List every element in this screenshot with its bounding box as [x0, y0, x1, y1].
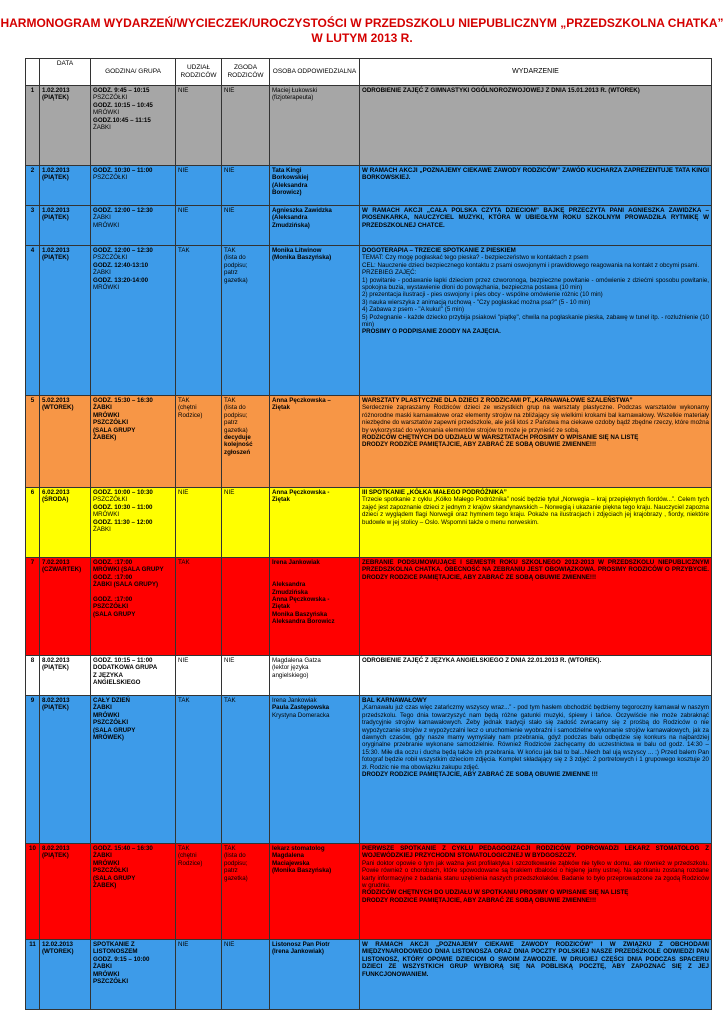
responsible-cell-line: Monika Litwinow: [272, 247, 322, 254]
consent-cell-line: NIE: [224, 167, 235, 174]
event-cell-line: RODZICÓW CHĘTNYCH DO UDZIAŁU W SPOTKANIU PROSIMY O WPISANIE SIĘ NA LISTĘ: [362, 889, 629, 897]
event-cell-line: WARSZTATY PLASTYCZNE DLA DZIECI Z RODZICAMI PT.„KARNAWAŁOWE SZALEŃSTWA”: [362, 397, 633, 404]
parents-cell-line: Rodzice): [178, 859, 203, 867]
time-group-cell-line: (SALA GRUPY: [93, 426, 136, 434]
event-cell-line: RODZICÓW CHĘTNYCH DO UDZIAŁU W WARSZTATACH PROSIMY O WPISANIE SIĘ NA LISTĘ: [362, 434, 639, 442]
date-cell: [40, 558, 91, 656]
parents-cell: [176, 206, 222, 246]
row-number: 6: [26, 488, 40, 558]
row-number: 1: [26, 86, 40, 166]
time-group-cell-line: GODZ. 10:00 – 10:30: [93, 489, 153, 496]
table-row: [26, 206, 712, 246]
responsible-cell-line: (Monika Baszyńska): [272, 254, 332, 262]
event-cell-line: ODROBIENIE ZAJĘĆ Z GIMNASTYKI OGÓLNOROZWOJOWEJ Z DNIA 15.01.2013 R. (WTOREK): [362, 87, 640, 94]
table-row: [26, 844, 712, 940]
event-cell: [360, 696, 712, 844]
time-group-cell-line: MRÓWKI: [93, 221, 120, 229]
consent-cell-line: TAK: [224, 247, 236, 254]
time-group-cell-line: PSZCZÓŁKI: [93, 719, 129, 727]
row-number: 9: [26, 696, 40, 844]
time-group-cell-line: PSZCZÓŁKI: [93, 496, 128, 504]
header-parents: UDZIAŁ RODZICÓW: [176, 59, 222, 86]
responsible-cell: [270, 844, 360, 940]
time-group-cell: [91, 696, 176, 844]
responsible-cell-line: Anna Pęczkowska -: [272, 489, 330, 496]
row-number: 3: [26, 206, 40, 246]
responsible-cell-line: Magdalena: [272, 852, 304, 860]
consent-cell-line: gazetka): [224, 874, 248, 882]
consent-cell-line: NIE: [224, 941, 235, 948]
date-cell-line: 5.02.2013: [42, 397, 70, 404]
event-cell-line: 4) Zabawa z psem - "A kuku!" (5 min): [362, 306, 465, 314]
document-title: [0, 16, 724, 46]
responsible-cell: [270, 206, 360, 246]
date-cell: [40, 166, 91, 206]
table-row: [26, 696, 712, 844]
time-group-cell-line: GODZ. 15:40 – 16:30: [93, 845, 153, 852]
time-group-cell-line: MRÓWKI (SALA GRUPY: [93, 566, 164, 574]
responsible-cell-line: (lektor języka: [272, 664, 309, 672]
consent-cell: [222, 488, 270, 558]
responsible-cell-line: Ziętak: [272, 603, 290, 611]
parents-cell-line: NIE: [178, 167, 189, 174]
time-group-cell-line: PSZCZÓŁKI: [93, 419, 129, 427]
time-group-cell-line: GODZ. 13:20-14:00: [93, 276, 149, 284]
time-group-cell-line: GODZ. 12:00 – 12:30: [93, 247, 153, 254]
time-group-cell-line: (SALA GRUPY: [93, 874, 136, 882]
event-cell-line: BAL KARNAWAŁOWY: [362, 697, 427, 704]
date-cell-line: 8.02.2013: [42, 845, 70, 852]
consent-cell-line: decyduje: [224, 434, 251, 442]
time-group-cell-line: ŻABKI: [93, 269, 111, 277]
event-cell-line: DOGOTERAPIA – TRZECIE SPOTKANIE Z PIESKIEM: [362, 247, 516, 254]
date-cell-line: 8.02.2013: [42, 697, 70, 704]
time-group-cell-line: GODZ. :17:00: [93, 596, 133, 604]
time-group-cell-line: GODZ. 15:30 – 16:30: [93, 397, 153, 404]
time-group-cell-line: GODZ. :17:00: [93, 573, 133, 581]
event-cell-line: Trzecie spotkanie z cyklu „Kółko Małego Podróżnika” nosić będzie tytuł „Norwegia – kraj przepięknych fiordów...”. Celem tych zajęć jest zapoznanie dzieci z jednym z krajów skandynawskich – Norwegią i ukazanie piękna tego kraju. Nauczyciel zapozna dzieci z wyglądem flagi Norwegii oraz hymnem tego kraju. Pokaże na ilustracjach i zdjęciach jej krajobrazy , fiordy, niektóre budowle w jej stolicy – Oslo. Wspomni także o menu norweskim.: [362, 496, 709, 526]
title-line-2: W LUTYM 2013 R.: [311, 31, 413, 45]
consent-cell-line: NIE: [224, 207, 235, 214]
parents-cell-line: NIE: [178, 657, 189, 664]
consent-cell-line: gazetka): [224, 276, 248, 284]
date-cell: [40, 656, 91, 696]
time-group-cell: [91, 86, 176, 166]
header-consent: ZGODA RODZICÓW: [222, 59, 270, 86]
responsible-cell-line: (Irena Jankowiak): [272, 948, 324, 956]
event-cell: [360, 246, 712, 396]
parents-cell-line: TAK: [178, 559, 190, 566]
event-cell: [360, 488, 712, 558]
consent-cell: [222, 844, 270, 940]
time-group-cell-line: GODZ. 11:30 – 12:00: [93, 518, 153, 526]
header-date: DATA: [40, 59, 91, 86]
time-group-cell: [91, 246, 176, 396]
time-group-cell-line: (SALA GRUPY: [93, 726, 136, 734]
date-cell-line: (PIĄTEK): [42, 94, 69, 102]
date-cell-line: 1.02.2013: [42, 207, 70, 214]
responsible-cell-line: Aleksandra: [272, 581, 306, 589]
row-number: 5: [26, 396, 40, 488]
responsible-cell: [270, 488, 360, 558]
date-cell-line: (ŚRODA): [42, 496, 69, 504]
date-cell: [40, 396, 91, 488]
responsible-cell: [270, 396, 360, 488]
date-cell: [40, 940, 91, 1010]
parents-cell-line: NIE: [178, 207, 189, 214]
time-group-cell: [91, 844, 176, 940]
event-cell-line: PIERWSZE SPOTKANIE Z CYKLU PEDAGOGIZACJI RODZICÓW POPROWADZI LEKARZ STOMATOLOG Z WOJEWÓDZKIEJ PRZYCHODNI STOMATOLOGICZNEJ W BYDGOSZCZY.: [362, 845, 709, 860]
event-cell-line: DRODZY RODZICE PAMIĘTAJCIE, ABY ZABRAĆ ZE SOBĄ OBUWIE ZMIENNE!!!: [362, 896, 597, 904]
header-event: WYDARZENIE: [360, 59, 712, 86]
responsible-cell-line: Monika Baszyńska: [272, 610, 328, 618]
table-row: [26, 396, 712, 488]
responsible-cell: [270, 86, 360, 166]
consent-cell-line: patrz: [224, 867, 238, 875]
consent-cell: [222, 206, 270, 246]
responsible-cell-line: (Aleksandra: [272, 181, 308, 189]
consent-cell-line: TAK: [224, 845, 236, 852]
responsible-cell-line: Borowicz): [272, 189, 302, 197]
event-cell: [360, 844, 712, 940]
parents-cell: [176, 166, 222, 206]
responsible-cell-line: Ziętak: [272, 404, 290, 412]
header-row: [26, 59, 712, 86]
time-group-cell-line: GODZ. 9:45 – 10:15: [93, 87, 150, 94]
consent-cell: [222, 656, 270, 696]
parents-cell-line: NIE: [178, 489, 189, 496]
time-group-cell-line: ŻABEK): [93, 882, 117, 890]
time-group-cell-line: MRÓWKI: [93, 711, 120, 719]
time-group-cell-line: ŻABKI (SALA GRUPY): [93, 581, 159, 589]
event-cell: [360, 166, 712, 206]
event-cell: [360, 396, 712, 488]
row-number: 8: [26, 656, 40, 696]
responsible-cell-line: Zmudzińska: [272, 588, 308, 596]
responsible-cell-line: [272, 566, 357, 573]
parents-cell-line: (chętni: [178, 404, 197, 412]
responsible-cell-line: Irena Jankowiak: [272, 559, 320, 566]
responsible-cell-line: Paula Zastępowska: [272, 704, 330, 712]
responsible-cell: [270, 558, 360, 656]
time-group-cell-line: ŻABKI: [93, 852, 112, 860]
date-cell-line: 6.02.2013: [42, 489, 70, 496]
consent-cell: [222, 940, 270, 1010]
consent-cell: [222, 396, 270, 488]
time-group-cell: [91, 396, 176, 488]
responsible-cell-line: (Aleksandra: [272, 214, 308, 222]
event-cell-line: W RAMACH AKCJI „POZNAJEMY CIEKAWE ZAWODY RODZICÓW” ZAWÓD KUCHARZA ZAPREZENTUJE TATA KINGI BORKOWSKIEJ.: [362, 167, 709, 182]
time-group-cell-line: ŻABKI: [93, 214, 111, 222]
parents-cell-line: TAK: [178, 397, 190, 404]
event-cell-line: 1) powitanie - podawanie łapki dzieciom przez czworonoga, bezpieczne powitanie - omówienie z dziećmi sposobu powitanie, spokojna buzia, wystawienie dłoni do powąchania, bezpieczna postawa (10 min): [362, 276, 709, 292]
table-row: [26, 558, 712, 656]
responsible-cell-line: Aleksandra Borowicz: [272, 618, 335, 626]
parents-cell-line: Rodzice): [178, 411, 203, 419]
header-num: [26, 59, 40, 86]
responsible-cell-line: (fizjoterapeuta): [272, 94, 314, 102]
parents-cell-line: NIE: [178, 941, 189, 948]
time-group-cell-line: MRÓWKI: [93, 284, 120, 292]
table-row: [26, 166, 712, 206]
consent-cell-line: TAK: [224, 697, 236, 704]
date-cell-line: (PIĄTEK): [42, 214, 69, 222]
consent-cell-line: podpisu;: [224, 261, 248, 269]
responsible-cell-line: Anna Pęczkowska –: [272, 397, 331, 404]
responsible-cell: [270, 696, 360, 844]
responsible-cell-line: Anna Pęczkowska -: [272, 596, 330, 604]
event-cell-line: Serdecznie zapraszamy Rodziców dzieci ze wszystkich grup na warsztaty plastyczne. Podczas warsztatów wykonamy różnorodne maski karnawałowe oraz elementy strojów na zbliżający się wielkimi krokami bal karnawałowy. Wszelkie materiały niezbędne do warsztatów zapewni przedszkole, ale jeśli ktoś z Państwa ma ciekawe ozdoby bądź zbędne rzeczy, które można by wykorzystać do wykonania elementów strojów to może je przynieść ze sobą.: [362, 404, 709, 434]
date-cell-line: 8.02.2013: [42, 657, 70, 664]
time-group-cell-line: ŻABKI: [93, 404, 112, 412]
consent-cell: [222, 696, 270, 844]
date-cell-line: 1.02.2013: [42, 87, 70, 94]
time-group-cell-line: GODZ. 10:15 – 11:00: [93, 657, 153, 664]
time-group-cell: [91, 656, 176, 696]
date-cell-line: (PIĄTEK): [42, 254, 69, 262]
consent-cell-line: podpisu;: [224, 859, 248, 867]
parents-cell: [176, 396, 222, 488]
event-cell-line: „Karnawału już czas więc zatańczmy wszyscy wraz...” - pod tym hasłem obchodzić będziemy tegoroczny karnawał w naszym przedszkolu. Tego dnia towarzyszyć nam będą różne gatunki muzyki, śpiewy i tańce. Oczywiście nie może zabraknąć tradycyjnie strojów karnawałowych. Żeby jednak tradycji stało się zadość zwracamy się z prośbą do Rodziców o nie wypożyczanie strojów z wypożyczalni lecz o uruchomienie wyobraźni i samodzielne wykonanie strojów karnawałowych, jak za dawnych czasów, gdy nasze mamy wymyślały nam przebrania, gdyż podczas balu odbędzie się konkurs na najbardziej oryginalne przebranie wykonane samodzielnie. Również Rodziców zachęcamy do uczestnictwa w balu od godz. 14:30 – 15:30. Miłe dla oczu i ducha będą także ich przebrania. W końcu jak bal to bal...Niech bal ują wszyscy ... :) Przed balem Pan fotograf będzie robił wszystkim dzieciom zdjęcia. Komplet składający się z 3 zdjęć: 2 portretowych i 1 grupowego kosztuje 20 zł. Rodzic nie ma obowiązku zakupu zdjęć.: [362, 704, 709, 771]
time-group-cell-line: Z JĘZYKA: [93, 671, 123, 679]
consent-cell-line: patrz: [224, 419, 238, 427]
event-cell-line: PRZEBIEG ZAJĘĆ:: [362, 269, 417, 277]
time-group-cell-line: GODZ. 12:40-13:10: [93, 261, 149, 269]
date-cell: [40, 696, 91, 844]
time-group-cell-line: CAŁY DZIEŃ: [93, 697, 131, 704]
parents-cell-line: NIE: [178, 87, 189, 94]
event-cell-line: 2) prezentacja ilustracji - pies oswojony i pies obcy - wspólne omówienie różnic (10 min): [362, 291, 603, 299]
time-group-cell-line: PSZCZÓŁKI: [93, 94, 128, 102]
parents-cell: [176, 656, 222, 696]
consent-cell-line: (lista do: [224, 404, 246, 412]
header-time-group: GODZINA/ GRUPA: [91, 59, 176, 86]
responsible-cell: [270, 246, 360, 396]
date-cell: [40, 488, 91, 558]
responsible-cell-line: angielskiego): [272, 671, 309, 679]
header-responsible: OSOBA ODPOWIEDZIALNA: [270, 59, 360, 86]
date-cell: [40, 86, 91, 166]
responsible-cell: [270, 656, 360, 696]
time-group-cell-line: SPOTKANIE Z: [93, 941, 135, 948]
responsible-cell-line: Irena Jankowiak: [272, 697, 317, 704]
date-cell-line: (WTOREK): [42, 404, 74, 412]
row-number: 4: [26, 246, 40, 396]
event-cell-line: ODROBIENIE ZAJĘĆ Z JĘZYKA ANGIELSKIEGO Z DNIA 22.01.2013 R. (WTOREK).: [362, 657, 602, 664]
parents-cell: [176, 488, 222, 558]
event-cell: [360, 206, 712, 246]
time-group-cell-line: GODZ. 9:15 – 10:00: [93, 955, 150, 963]
time-group-cell: [91, 940, 176, 1010]
responsible-cell-line: Zmudzińska): [272, 221, 310, 229]
row-number: 10: [26, 844, 40, 940]
responsible-cell-line: Magdalena Gatza: [272, 657, 321, 664]
time-group-cell-line: ŻABKI: [93, 963, 112, 971]
row-number: 11: [26, 940, 40, 1010]
event-cell-line: PROSIMY O PODPISANIE ZGODY NA ZAJĘCIA.: [362, 328, 501, 336]
responsible-cell-line: Maciej Łukowski: [272, 87, 318, 94]
event-cell: [360, 86, 712, 166]
event-cell-line: III SPOTKANIE „KÓŁKA MAŁEGO PODRÓŻNIKA”: [362, 489, 507, 496]
parents-cell-line: TAK: [178, 697, 190, 704]
responsible-cell-line: [272, 574, 357, 581]
time-group-cell-line: GODZ. :17:00: [93, 559, 133, 566]
parents-cell-line: TAK: [178, 247, 190, 254]
time-group-cell-line: ŻABKI: [93, 124, 111, 132]
date-cell-line: 1.02.2013: [42, 167, 70, 174]
date-cell-line: 12.02.2013: [42, 941, 73, 948]
time-group-cell: [91, 166, 176, 206]
time-group-cell-line: DODATKOWA GRUPA: [93, 664, 158, 672]
time-group-cell-line: ŻABKI: [93, 704, 112, 712]
time-group-cell-line: (SALA GRUPY: [93, 610, 136, 618]
date-cell-line: (CZWARTEK): [42, 566, 82, 574]
time-group-cell-line: PSZCZÓŁKI: [93, 978, 129, 986]
time-group-cell-line: MRÓWKI: [93, 109, 120, 117]
responsible-cell-line: Borkowskiej: [272, 174, 309, 182]
time-group-cell-line: LISTONOSZEM: [93, 948, 138, 956]
time-group-cell-line: ŻABEK): [93, 434, 117, 442]
row-number: 2: [26, 166, 40, 206]
time-group-cell-line: ŻABKI: [93, 526, 111, 534]
parents-cell: [176, 696, 222, 844]
event-cell-line: TEMAT: Czy mogę pogłaskać tego pieska? - bezpieczeństwo w kontaktach z psem: [362, 254, 589, 262]
consent-cell-line: (lista do: [224, 254, 246, 262]
schedule-table: [25, 58, 712, 1010]
parents-cell: [176, 844, 222, 940]
consent-cell-line: patrz: [224, 269, 238, 277]
date-cell-line: (PIĄTEK): [42, 704, 69, 712]
consent-cell: [222, 246, 270, 396]
consent-cell-line: NIE: [224, 87, 235, 94]
event-cell-line: ZEBRANIE PODSUMOWUJĄCE I SEMESTR ROKU SZKOLNEGO 2012-2013 W PRZEDSZKOLU NIEPUBLICZNYM PRZEDSZKOLNA CHATKA. OBECNOŚĆ NA ZEBRANIU JEST OBOWIĄZKOWA. PROSIMY RODZICÓW O PRZYBYCIE. DRODZY RODZICE PAMIĘTAJCIE, ABY ZABRAĆ ZE SOBĄ OBUWIE ZMIENNE!!!: [362, 559, 709, 581]
time-group-cell-line: PSZCZÓŁKI: [93, 254, 128, 262]
consent-cell: [222, 558, 270, 656]
responsible-cell-line: Ziętak: [272, 496, 290, 504]
event-cell: [360, 940, 712, 1010]
consent-cell: [222, 166, 270, 206]
table-row: [26, 940, 712, 1010]
responsible-cell: [270, 166, 360, 206]
consent-cell-line: kolejność: [224, 441, 253, 449]
time-group-cell-line: GODZ. 10:15 – 10:45: [93, 101, 153, 109]
date-cell-line: 1.02.2013: [42, 247, 70, 254]
responsible-cell-line: Maciajewska: [272, 859, 310, 867]
date-cell-line: (WTOREK): [42, 948, 74, 956]
consent-cell-line: (lista do: [224, 852, 246, 860]
time-group-cell-line: MRÓWKI: [93, 511, 120, 519]
event-cell-line: Pani doktor opowie o tym jak ważna jest profilaktyka i szczotkowanie ząbków nie tylko w domu, ale również w przedszkolu. Powie również o chorobach, które spowodowane są brakiem dbałości o higienę jamy ustnej. Na spotkaniu zostaną rozdane karty informacyjne z badania stanu uzębienia naszych przedszkolaków. Badanie to było przeprowadzone za zgodą Rodziców w grudniu.: [362, 859, 709, 890]
table-row: [26, 86, 712, 166]
event-cell-line: W RAMACH AKCJI „POZNAJEMY CIEKAWE ZAWODY RODZICÓW” I W ZWIĄZKU Z OBCHODAMI MIĘDZYNARODOWEGO DNIA LISTONOSZA ORAZ DNIA POCZTY POLSKIEJ NASZE PRZEDSZKOLE ODWIEDZI PAN LISTONOSZ, KTÓRY OPOWIE DZIECIOM O SWOIM ZAWODZIE. W DRUGIEJ CZĘŚCI DNIA PODCZAS SPACERU DZIECI ZE WSZYSTKICH GRUP WYBIORĄ SIĘ NA POBLISKĄ POCZTĘ, ABY ZAPOZNAĆ SIĘ Z JEJ FUNKCJONOWANIEM.: [362, 941, 709, 978]
schedule-body: [26, 86, 712, 1010]
table-row: [26, 246, 712, 396]
event-cell-line: 3) nauka wierszyka z animacją ruchową - "Czy pogłaskać można psa?" (5 - 10 min): [362, 298, 591, 306]
responsible-cell-line: Tata Kingi: [272, 167, 302, 174]
responsible-cell-line: (Monika Baszyńska): [272, 867, 332, 875]
consent-cell: [222, 86, 270, 166]
parents-cell: [176, 246, 222, 396]
time-group-cell-line: GODZ. 10:30 – 11:00: [93, 167, 153, 174]
responsible-cell: [270, 940, 360, 1010]
time-group-cell-line: MRÓWKI: [93, 411, 120, 419]
time-group-cell: [91, 558, 176, 656]
date-cell: [40, 246, 91, 396]
time-group-cell-line: MRÓWKI: [93, 970, 120, 978]
parents-cell: [176, 86, 222, 166]
event-cell: [360, 656, 712, 696]
date-cell-line: (PIĄTEK): [42, 174, 69, 182]
time-group-cell: [91, 206, 176, 246]
responsible-cell-line: Agnieszka Zawidzka: [272, 207, 332, 214]
consent-cell-line: NIE: [224, 657, 235, 664]
parents-cell: [176, 940, 222, 1010]
table-row: [26, 488, 712, 558]
date-cell: [40, 844, 91, 940]
row-number: 7: [26, 558, 40, 656]
date-cell-line: (PIĄTEK): [42, 664, 69, 672]
date-cell: [40, 206, 91, 246]
time-group-cell-line: MRÓWKI: [93, 859, 120, 867]
event-cell-line: W RAMACH AKCJI „CAŁA POLSKA CZYTA DZIECIOM” BAJKĘ PRZECZYTA PANI AGNIESZKA ZAWIDZKA – PIOSENKARKA, NAUCZYCIEL MUZYKI, KTÓRA W UBIEGŁYM ROKU SZKOLNYM PROWADZIŁA RYTMIKĘ W PRZEDSZKOLNEJ CHATCE.: [362, 207, 709, 229]
event-cell: [360, 558, 712, 656]
date-cell-line: 7.02.2013: [42, 559, 70, 566]
time-group-cell-line: MRÓWEK): [93, 734, 124, 742]
parents-cell-line: TAK: [178, 845, 190, 852]
time-group-cell-line: GODZ. 12:00 – 12:30: [93, 207, 153, 214]
time-group-cell-line: ANGIELSKIEGO: [93, 679, 141, 687]
responsible-cell-line: Listonosz Pan Piotr: [272, 941, 330, 948]
time-group-cell: [91, 488, 176, 558]
consent-cell-line: gazetka): [224, 426, 248, 434]
event-cell-line: 5) Pożegnanie - każde dziecko przybija psiakowi "piątkę", chwila na pogłaskanie pieska, zabawę w tunel itp. - rozluźnienie (10 min): [362, 313, 709, 329]
parents-cell-line: (chętni: [178, 852, 197, 860]
consent-cell-line: NIE: [224, 489, 235, 496]
time-group-cell-line: [93, 589, 173, 596]
time-group-cell-line: PSZCZÓŁKI: [93, 603, 129, 611]
consent-cell-line: podpisu;: [224, 411, 248, 419]
time-group-cell-line: GODZ. 10:30 – 11:00: [93, 503, 153, 511]
table-row: [26, 656, 712, 696]
consent-cell-line: TAK: [224, 397, 236, 404]
time-group-cell-line: PSZCZÓŁKI: [93, 174, 128, 182]
responsible-cell-line: lekarz stomatolog: [272, 845, 325, 852]
event-cell-line: CEL: Nauczenie dzieci bezpiecznego kontaktu z psami oswojonymi i prawidłowego reagowania na kontakt z obcymi psami.: [362, 261, 700, 269]
event-cell-line: DRODZY RODZICE PAMIĘTAJCIE, ABY ZABRAĆ ZE SOBĄ OBUWIE ZMIENNE!!!: [362, 441, 597, 449]
consent-cell-line: [224, 559, 267, 566]
date-cell-line: (PIĄTEK): [42, 852, 69, 860]
parents-cell: [176, 558, 222, 656]
responsible-cell-line: Krystyna Domeracka: [272, 711, 330, 719]
time-group-cell-line: GODZ.10:45 – 11:15: [93, 116, 151, 124]
time-group-cell-line: PSZCZÓŁKI: [93, 867, 129, 875]
consent-cell-line: zgłoszeń: [224, 448, 251, 456]
title-line-1: HARMONOGRAM WYDARZEŃ/WYCIECZEK/UROCZYSTOŚCI W PRZEDSZKOLU NIEPUBLICZNYM „PRZEDSZKOLNA CHATKA”: [0, 16, 724, 30]
event-cell-line: DRODZY RODZICE PAMIĘTAJCIE, ABY ZABRAĆ ZE SOBĄ OBUWIE ZMIENNE !!!: [362, 771, 598, 779]
